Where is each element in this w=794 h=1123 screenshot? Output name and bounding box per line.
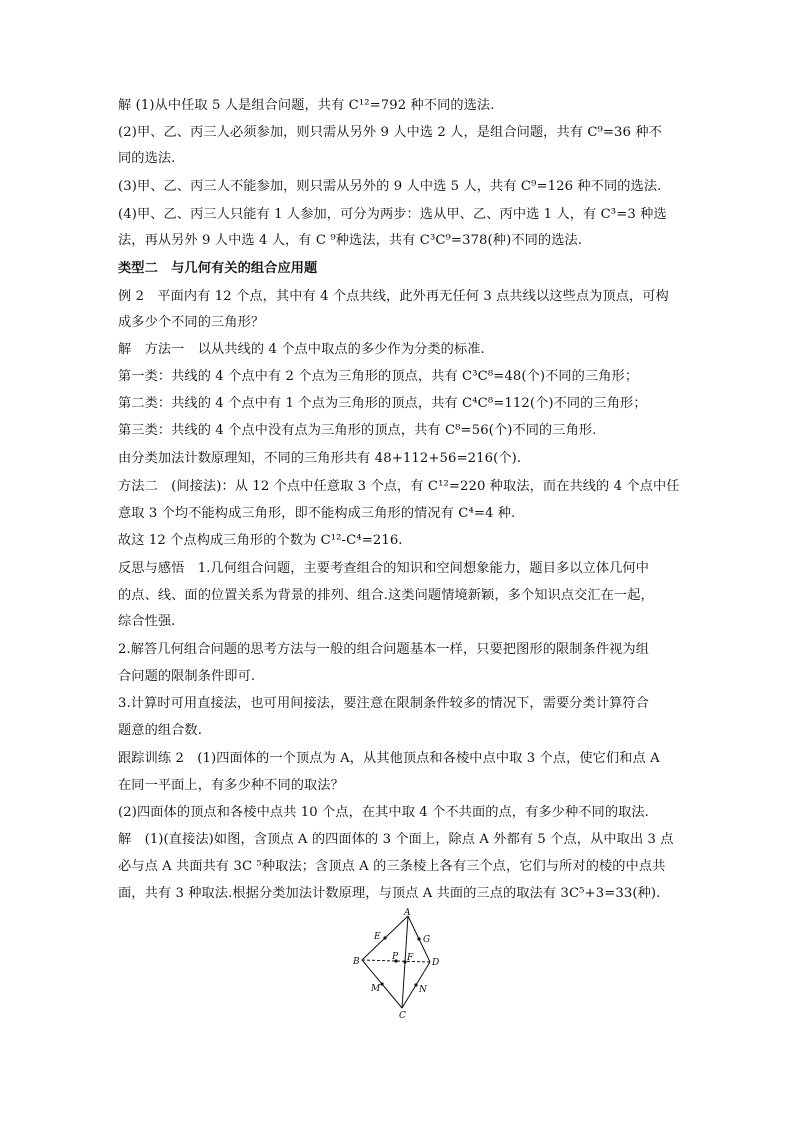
- text-line: 同的选法.: [118, 151, 176, 166]
- text-line: 成多少个不同的三角形？: [118, 315, 265, 330]
- text-line: 面，共有 3 种取法.根据分类加法计数原理，与顶点 A 共面的三点的取法有 3C⁵+3=33(种).: [118, 886, 661, 901]
- text-line: 题意的组合数.: [118, 723, 203, 738]
- text-line: 反思与感悟 1.几何组合问题，主要考查组合的知识和空间想象能力，题目多以立体几何中: [118, 561, 649, 576]
- label-p: P: [392, 952, 399, 962]
- text-line: 类型二 与几何有关的组合应用题: [118, 261, 318, 276]
- label-e: E: [374, 932, 381, 942]
- text-line: 解 方法一 以从共线的 4 个点中取点的多少作为分类的标准.: [118, 342, 485, 357]
- text-line: 在同一平面上，有多少种不同的取法？: [118, 778, 344, 793]
- text-line: 必与点 A 共面共有 3C ⁵种取法；含顶点 A 的三条棱上各有三个点，它们与所对的棱的中点共: [118, 859, 666, 874]
- text-line: (2)甲、乙、丙三人必须参加，则只需从另外 9 人中选 2 人，是组合问题，共有 C⁹=36 种不: [118, 125, 662, 140]
- text-line: 例 2 平面内有 12 个点，其中有 4 个点共线，此外再无任何 3 点共线以这些点为顶点，可构: [118, 289, 669, 304]
- text-line: 第二类：共线的 4 个点中有 1 个点为三角形的顶点，共有 C⁴C⁸=112(个)不同的三角形；: [118, 396, 647, 411]
- label-a: A: [404, 908, 411, 918]
- text-line: 合问题的限制条件即可.: [118, 669, 256, 684]
- label-b: B: [353, 957, 360, 967]
- label-m: M: [371, 984, 381, 994]
- text-line: (2)四面体的顶点和各棱中点共 10 个点，在其中取 4 个不共面的点，有多少种不同的取法.: [118, 805, 649, 820]
- label-c: C: [399, 1011, 406, 1020]
- text-line: 2.解答几何组合问题的思考方法与一般的组合问题基本一样，只要把图形的限制条件视为组: [118, 642, 649, 657]
- text-line: 方法二 (间接法)：从 12 个点中任意取 3 个点，有 C¹²=220 种取法，而在共线的 4 个点中任: [118, 479, 680, 494]
- text-line: 跟踪训练 2 (1)四面体的一个顶点为 A，从其他顶点和各棱中点中取 3 个点，使它们和点 A: [118, 751, 660, 766]
- text-line: 第一类：共线的 4 个点中有 2 个点为三角形的顶点，共有 C³C⁸=48(个)不同的三角形；: [118, 369, 639, 384]
- text-line: 由分类加法计数原理知，不同的三角形共有 48+112+56=216(个).: [118, 451, 522, 466]
- text-line: 3.计算时可用直接法，也可用间接法，要注意在限制条件较多的情况下，需要分类计算符合: [118, 696, 649, 711]
- label-f: F: [407, 953, 414, 963]
- text-line: 综合性强.: [118, 614, 176, 629]
- text-line: (3)甲、乙、丙三人不能参加，则只需从另外的 9 人中选 5 人，共有 C⁹=126 种不同的选法.: [118, 179, 662, 194]
- text-line: 的点、线、面的位置关系为背景的排列、组合.这类问题情境新颖，多个知识点交汇在一起，: [118, 588, 654, 603]
- tetrahedron-diagram: [344, 908, 452, 1020]
- text-line: 解 (1)从中任取 5 人是组合问题，共有 C¹²=792 种不同的选法.: [118, 98, 495, 113]
- label-d: D: [432, 958, 440, 968]
- text-line: 解 (1)(直接法)如图，含顶点 A 的四面体的 3 个面上，除点 A 外都有 5 个点，从中取出 3 点: [118, 832, 674, 847]
- tetrahedron-figure: [344, 908, 452, 1020]
- label-n: N: [419, 985, 427, 995]
- text-line: 法，再从另外 9 人中选 4 人，有 C ⁹种选法，共有 C³C⁹=378(种)不同的选法.: [118, 233, 583, 248]
- text-line: 第三类：共线的 4 个点中没有点为三角形的顶点，共有 C⁸=56(个)不同的三角形.: [118, 423, 597, 438]
- text-line: 意取 3 个均不能构成三角形，即不能构成三角形的情况有 C⁴=4 种.: [118, 506, 516, 521]
- text-line: (4)甲、乙、丙三人只能有 1 人参加，可分为两步：选从甲、乙、丙中选 1 人，有 C³=3 种选: [118, 207, 667, 222]
- label-g: G: [423, 935, 431, 945]
- text-line: 故这 12 个点构成三角形的个数为 C¹²-C⁴=216.: [118, 533, 403, 548]
